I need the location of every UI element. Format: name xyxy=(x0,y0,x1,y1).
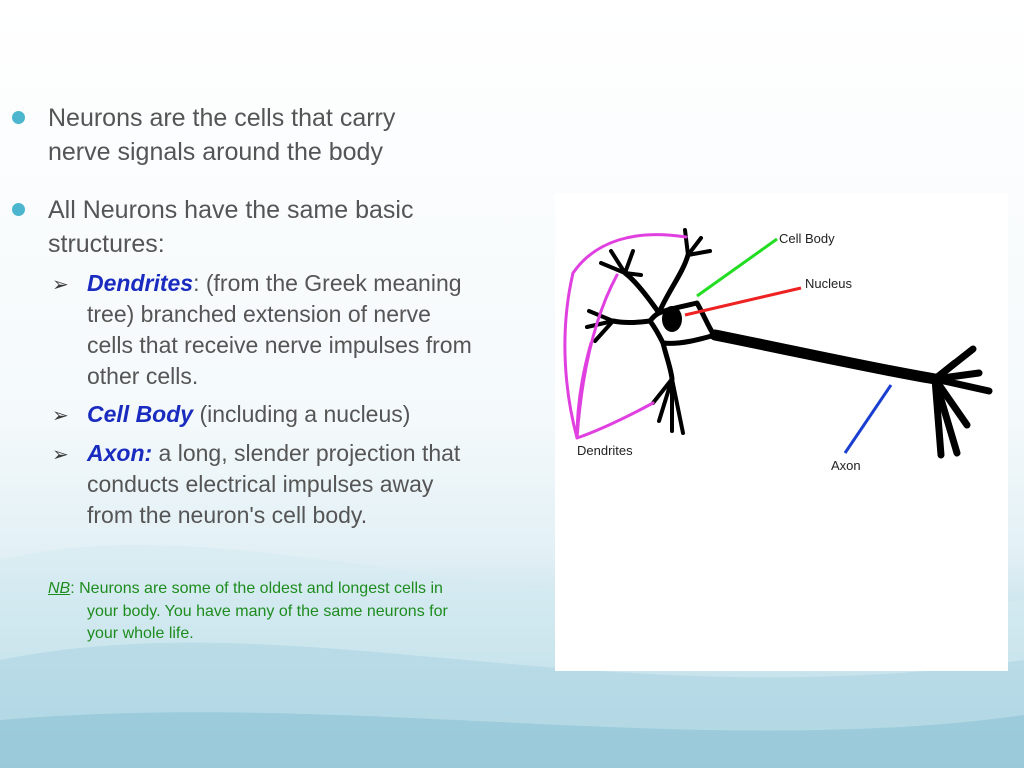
axon-line-3: from the neuron's cell body. xyxy=(87,502,368,528)
neuron-svg xyxy=(555,193,1008,671)
arrow-bullet-icon: ➢ xyxy=(52,444,69,466)
dendrite-upper-left xyxy=(625,273,659,313)
bullet-1 xyxy=(48,101,395,169)
cell-body-line-1: (including a nucleus) xyxy=(193,401,411,427)
bullet-2 xyxy=(48,193,413,261)
dendrites-line-2: tree) branched extension of nerve xyxy=(87,301,431,327)
sub-item-axon xyxy=(87,438,527,531)
note-line-1: : Neurons are some of the oldest and longest cells in xyxy=(70,580,443,597)
dendrites-line-4: other cells. xyxy=(87,363,199,389)
bullet-2-line-1: All Neurons have the same basic xyxy=(48,196,414,224)
bullet-dot-2 xyxy=(12,203,25,216)
arrow-bullet-icon: ➢ xyxy=(52,405,69,427)
term-dendrites-sep: : xyxy=(193,270,200,296)
dendrite-branch xyxy=(625,273,641,275)
axon-pointer-line xyxy=(845,385,891,453)
label-axon: Axon xyxy=(831,458,861,473)
sub-item-cell-body xyxy=(87,399,527,430)
note-line-2: your body. You have many of the same neurons for xyxy=(87,602,448,620)
label-cell-body: Cell Body xyxy=(779,231,835,246)
dendrites-line-3: cells that receive nerve impulses from xyxy=(87,332,472,358)
neuron-drawing xyxy=(587,230,989,455)
dendrite-pointer-lines xyxy=(565,235,686,438)
note-line-3: your whole life. xyxy=(87,625,194,642)
axon-line-1: a long, slender projection that xyxy=(152,440,461,466)
neuron-diagram xyxy=(555,193,1008,671)
note xyxy=(48,578,528,646)
sub-item-dendrites xyxy=(87,268,527,392)
dendrite-middle-left xyxy=(613,321,650,323)
term-axon: Axon: xyxy=(87,440,153,466)
term-cell-body: Cell Body xyxy=(87,401,194,427)
axon-line-2: conducts electrical impulses away xyxy=(87,471,434,497)
dendrite-lower xyxy=(663,343,672,379)
dendrites-line-1: (from the Greek meaning xyxy=(199,270,462,296)
bullet-1-line-1: Neurons are the cells that carry xyxy=(48,104,396,132)
nucleus-shape xyxy=(662,306,682,332)
axon-shaft xyxy=(715,335,935,379)
bullet-dot-1 xyxy=(12,111,25,124)
arrow-bullet-icon: ➢ xyxy=(52,274,69,296)
term-dendrites: Dendrites xyxy=(87,270,194,296)
bullet-2-line-2: structures: xyxy=(48,230,165,258)
note-label: NB xyxy=(48,580,71,597)
dendrite-branch xyxy=(685,230,688,255)
cell-body-pointer-line xyxy=(697,239,777,296)
label-nucleus: Nucleus xyxy=(805,276,852,291)
bullet-1-line-2: nerve signals around the body xyxy=(48,138,383,166)
dendrite-branch xyxy=(625,251,633,273)
label-dendrites: Dendrites xyxy=(577,443,633,458)
